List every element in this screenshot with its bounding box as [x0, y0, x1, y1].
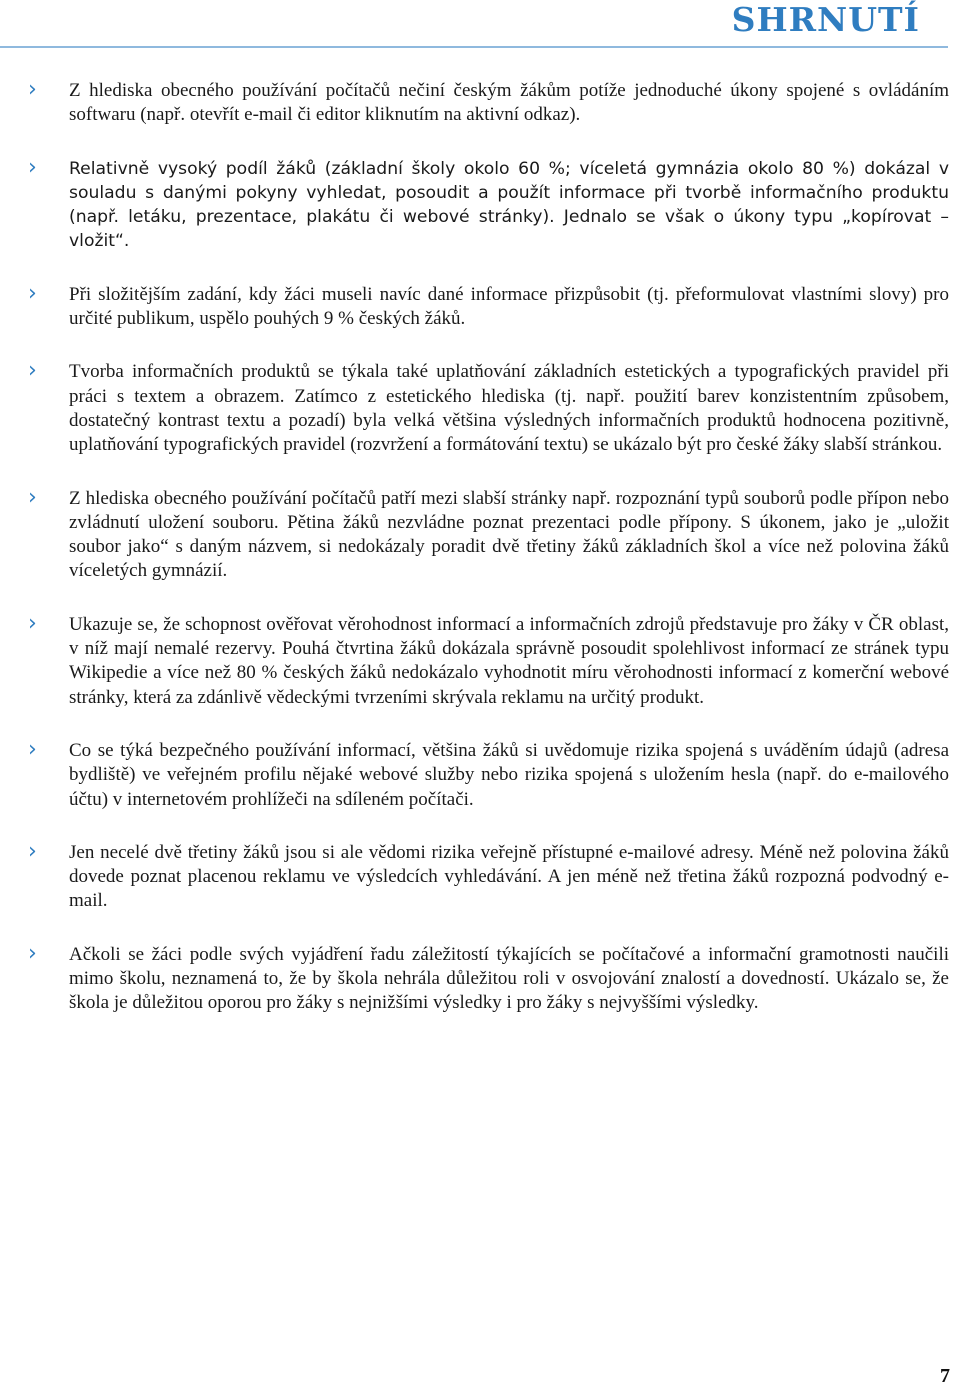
summary-item-text: Co se týká bezpečného používání informací, většina žáků si uvědomuje rizika spojená s uváděním údajů (adresa bydliště) ve veřejném profilu nějaké webové služby nebo rizika spojená s uložením hesla (např. do e-mailového účtu) v internetovém prohlížeči na sdíleném počítači.: [69, 739, 949, 810]
chevron-right-icon: ›: [28, 940, 37, 966]
summary-item: [0, 610, 949, 710]
chevron-right-icon: ›: [28, 77, 37, 102]
chevron-right-icon: ›: [28, 154, 37, 180]
chevron-right-icon: ›: [28, 610, 37, 636]
summary-item: [0, 154, 949, 254]
summary-item: [0, 79, 949, 128]
summary-list: [0, 79, 960, 1045]
chevron-right-icon: ›: [28, 484, 37, 510]
summary-item-text: Při složitějším zadání, kdy žáci museli navíc dané informace přizpůsobit (tj. přeformulovat vlastními slovy) pro určité publikum, uspělo pouhých 9 % českých žáků.: [69, 283, 949, 330]
summary-item: [0, 484, 949, 584]
summary-item: [0, 280, 949, 332]
page-title: SHRNUTÍ: [731, 0, 920, 39]
chevron-right-icon: ›: [28, 736, 37, 762]
summary-item-text: Relativně vysoký podíl žáků (základní školy okolo 60 %; víceletá gymnázia okolo 80 %) dokázal v souladu s danými pokyny vyhledat, posoudit a použít informace při tvorbě informačního produktu (např. letáku, prezentace, plakátu či webové stránky). Jednalo se však o úkony typu „kopírovat – vložit“.: [69, 158, 949, 252]
summary-item: [0, 940, 949, 1016]
chevron-right-icon: ›: [28, 838, 37, 864]
page-number: 7: [940, 1365, 950, 1387]
summary-item: [0, 360, 949, 457]
summary-item-text: Ukazuje se, že schopnost ověřovat věrohodnost informací a informačních zdrojů představuje pro žáky v ČR oblast, v níž mají nemalé rezervy. Pouhá čtvrtina žáků dokázala správně posoudit spolehlivost informací ze stránek typu Wikipedie a více než 80 % českých žáků nedokázalo vyhodnotit míru věrohodnosti informací z komerční webové stránky, která za zdánlivě vědeckými tvrzeními skrývala reklamu na určitý produkt.: [69, 613, 949, 708]
chevron-right-icon: ›: [28, 280, 37, 306]
summary-item-text: Z hlediska obecného používání počítačů nečiní českým žákům potíže jednoduché úkony spojené s ovládáním softwaru (např. otevřít e-mail či editor kliknutím na aktivní odkaz).: [69, 80, 949, 126]
summary-item-text: Ačkoli se žáci podle svých vyjádření řadu záležitostí týkajících se počítačové a informační gramotnosti naučili mimo školu, neznamená to, že by škola nehrála důležitou roli v osvojování znalostí a dovedností. Ukázalo se, že škola je důležitou oporou pro žáky s nejnižšími výsledky i pro žáky s nejvyššími výsledky.: [69, 943, 949, 1014]
chevron-right-icon: ›: [28, 358, 37, 384]
summary-item-text: Z hlediska obecného používání počítačů patří mezi slabší stránky např. rozpoznání typů souborů podle přípon nebo zvládnutí uložení souboru. Pětina žáků nezvládne poznat prezentaci podle přípony. S úkonem, jako je „uložit soubor jako“ s daným názvem, si nedokázaly poradit dvě třetiny žáků základních škol a více než polovina žáků víceletých gymnázií.: [69, 487, 949, 582]
summary-item: [0, 736, 949, 812]
summary-item-text: Jen necelé dvě třetiny žáků jsou si ale vědomi rizika veřejně přístupné e-mailové adresy. Méně než polovina žáků dovede poznat placenou reklamu ve výsledcích vyhledávání. A jen méně než třetina žáků rozpozná podvodný e-mail.: [69, 841, 949, 912]
summary-item-text: Tvorba informačních produktů se týkala také uplatňování základních estetických a typografických pravidel při práci s textem a obrazem. Zatímco z estetického hlediska (tj. např. použití barev konzistentním způsobem, dostatečný kontrast textu a pozadí) byla velká většina výsledných informačních produktů hodnocena pozitivně, uplatňování typografických pravidel (rozvržení a formátování textu) se ukázalo být pro české žáky slabší stránkou.: [69, 361, 949, 456]
header-divider: [0, 46, 948, 48]
summary-item: [0, 838, 949, 914]
